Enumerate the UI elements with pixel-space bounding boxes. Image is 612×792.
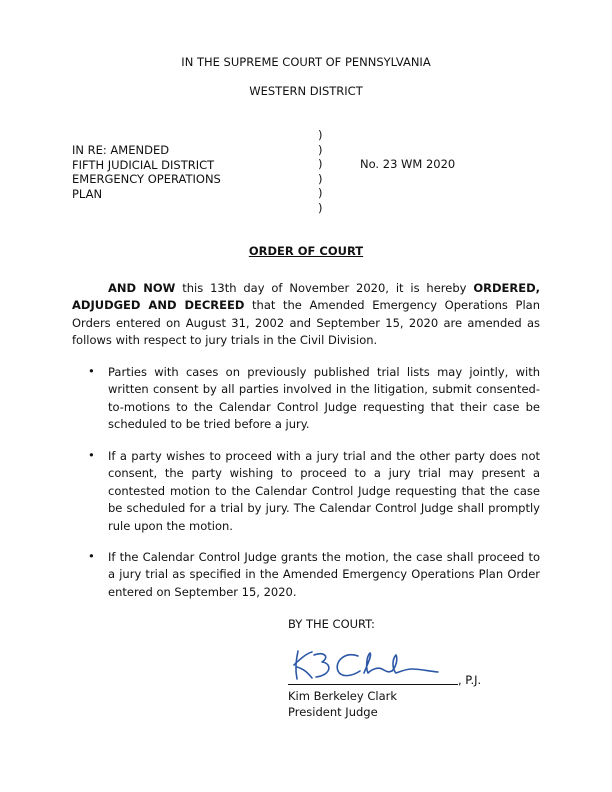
caption-line: FIFTH JUDICIAL DISTRICT [72,157,215,172]
list-item-text: If a party wishes to proceed with a jury trial and the other party does not consent, the party wishing to proceed to a jury trial may present a contested motion to the Calendar Control Judge requesting that the case be scheduled for a trial by jury. The Calendar Control Judge shall promptly rule upon the motion. [108,449,540,533]
intro-text: that the Amended Emergency Operations Plan Orders entered on August 31, 2002 and September 15, 2020 are amended as follows with respect to jury trials in the Civil Division. [72,298,540,348]
signature-suffix: , P.J. [458,673,482,687]
signature-image [288,645,463,687]
district-name: WESTERN DISTRICT [249,84,363,98]
intro-bold-and-now: AND NOW [108,281,176,295]
docket-number: No. 23 WM 2020 [360,157,456,171]
bullet-icon: • [88,448,95,462]
intro-paragraph [72,280,540,350]
bullet-icon: • [88,549,95,563]
caption-line: PLAN [72,186,103,201]
caption-line: EMERGENCY OPERATIONS [72,172,221,187]
signer-title: President Judge [288,705,378,719]
court-name: IN THE SUPREME COURT OF PENNSYLVANIA [181,55,431,69]
signer-name: Kim Berkeley Clark [288,689,398,703]
caption-paren: ) [318,201,323,215]
caption-line: IN RE: AMENDED [72,143,170,157]
list-item-text: If the Calendar Control Judge grants the motion, the case shall proceed to a jury trial as specified in the Amended Emergency Operations Plan Order entered on September 15, 2020. [108,550,540,599]
order-heading: ORDER OF COURT [248,244,364,258]
caption-paren: ) [318,157,323,172]
by-the-court: BY THE COURT: [288,617,375,631]
intro-text: this 13th day of November 2020, it is hereby [175,281,474,295]
intro-bold-ordered: ORDERED, ADJUDGED AND DECREED [72,281,540,313]
bullet-icon: • [88,364,95,378]
caption-paren: ) [318,171,323,186]
caption-paren: ) [318,128,323,142]
caption-paren: ) [318,142,323,157]
caption-paren: ) [318,186,323,201]
list-item-text: Parties with cases on previously published trial lists may jointly, with written consent by all parties involved in the litigation, submit consented-to-motions to the Calendar Control Judge requesting that their case be scheduled to be tried before a jury. [108,365,540,432]
signature-line [288,684,458,685]
